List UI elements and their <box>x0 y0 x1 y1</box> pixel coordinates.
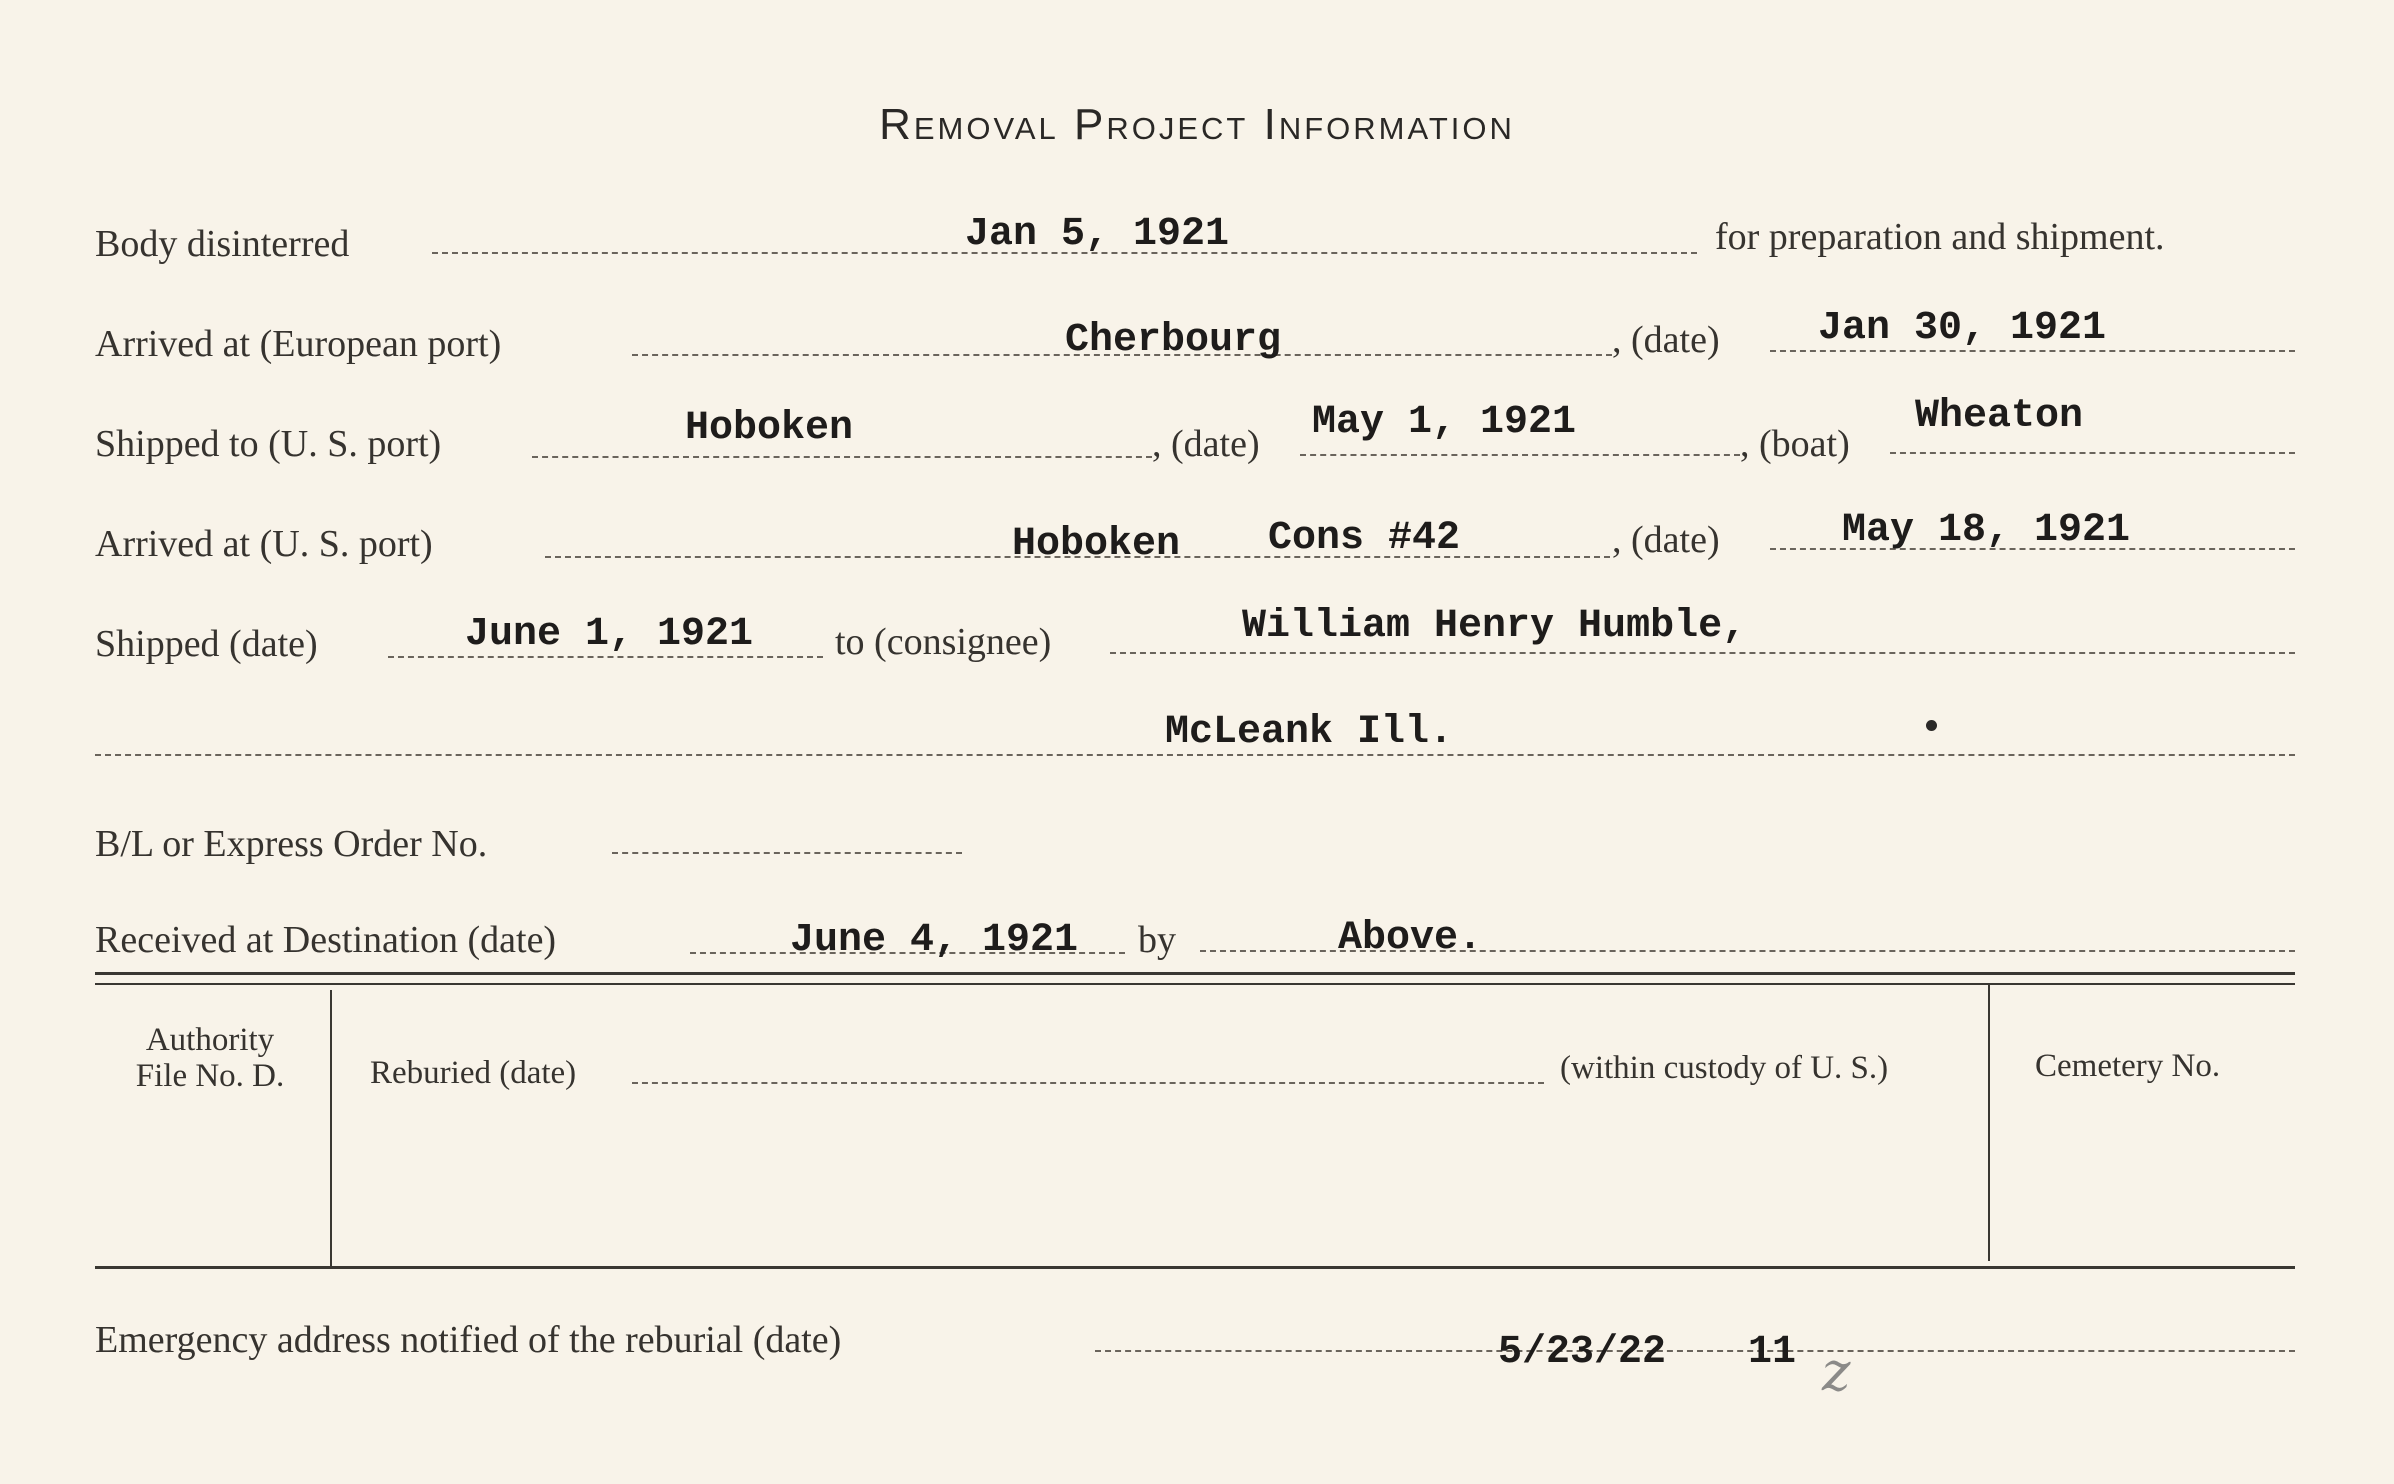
bl-order-line <box>612 852 962 854</box>
box-divider-left <box>330 990 332 1266</box>
shipped-date-value: June 1, 1921 <box>465 612 754 657</box>
disinterred-value: Jan 5, 1921 <box>965 212 1230 257</box>
shipped-us-date-label: , (date) <box>1152 423 1260 465</box>
arrived-european-label: Arrived at (European port) <box>95 323 502 365</box>
emergency-label: Emergency address notified of the reburial (date) <box>95 1319 842 1361</box>
authority-line2: File No. D. <box>135 1058 285 1094</box>
shipped-us-date-line <box>1300 454 1740 456</box>
authority-line1: Authority <box>145 1022 275 1058</box>
cemetery-label: Cemetery No. <box>2035 1048 2221 1084</box>
received-by-label: by <box>1138 919 1176 961</box>
emergency-value: 5/23/22 <box>1498 1330 1667 1375</box>
arrived-european-date-label: , (date) <box>1612 319 1720 361</box>
shipped-us-label: Shipped to (U. S. port) <box>95 423 442 465</box>
arrived-us-date: May 18, 1921 <box>1842 508 2131 553</box>
box-divider-right <box>1988 985 1990 1261</box>
arrived-us-label: Arrived at (U. S. port) <box>95 523 433 565</box>
box-bottom-rule <box>95 1266 2295 1269</box>
received-value: June 4, 1921 <box>790 918 1079 963</box>
arrived-european-date: Jan 30, 1921 <box>1818 306 2107 351</box>
arrived-european-value: Cherbourg <box>1065 318 1282 363</box>
emergency-line <box>1095 1350 2295 1352</box>
emergency-value2: 11 <box>1748 1330 1797 1375</box>
address-value: McLeank Ill. <box>1165 710 1454 755</box>
arrived-us-date-label: , (date) <box>1612 519 1720 561</box>
reburied-label: Reburied (date) <box>370 1055 577 1091</box>
received-by-value: Above. <box>1338 916 1483 961</box>
bl-order-label: B/L or Express Order No. <box>95 823 488 865</box>
shipped-us-boat-label: , (boat) <box>1740 423 1850 465</box>
arrived-us-value: Hoboken <box>1012 522 1181 567</box>
shipped-us-boat-line <box>1890 452 2295 454</box>
shipped-us-line <box>532 456 1152 458</box>
received-label: Received at Destination (date) <box>95 919 557 961</box>
consignee-line <box>1110 652 2295 654</box>
consignee-label: to (consignee) <box>835 621 1052 663</box>
arrived-us-value2: Cons #42 <box>1268 516 1461 561</box>
shipped-us-value: Hoboken <box>685 406 854 451</box>
box-top-rule-2 <box>95 983 2295 985</box>
ink-dot <box>1926 720 1937 731</box>
card-title: Removal Project Information <box>879 100 1515 149</box>
consignee-value: William Henry Humble, <box>1242 604 1747 649</box>
reburied-line <box>632 1082 1544 1084</box>
handwritten-mark: z <box>1822 1340 1851 1403</box>
shipped-us-boat: Wheaton <box>1915 394 2084 439</box>
disinterred-suffix: for preparation and shipment. <box>1715 216 2165 258</box>
shipped-us-date: May 1, 1921 <box>1312 400 1577 445</box>
shipped-date-label: Shipped (date) <box>95 623 318 665</box>
box-top-rule <box>95 972 2295 975</box>
authority-label <box>95 1022 325 1094</box>
disinterred-label: Body disinterred <box>95 223 350 265</box>
reburied-suffix: (within custody of U. S.) <box>1560 1050 1889 1086</box>
